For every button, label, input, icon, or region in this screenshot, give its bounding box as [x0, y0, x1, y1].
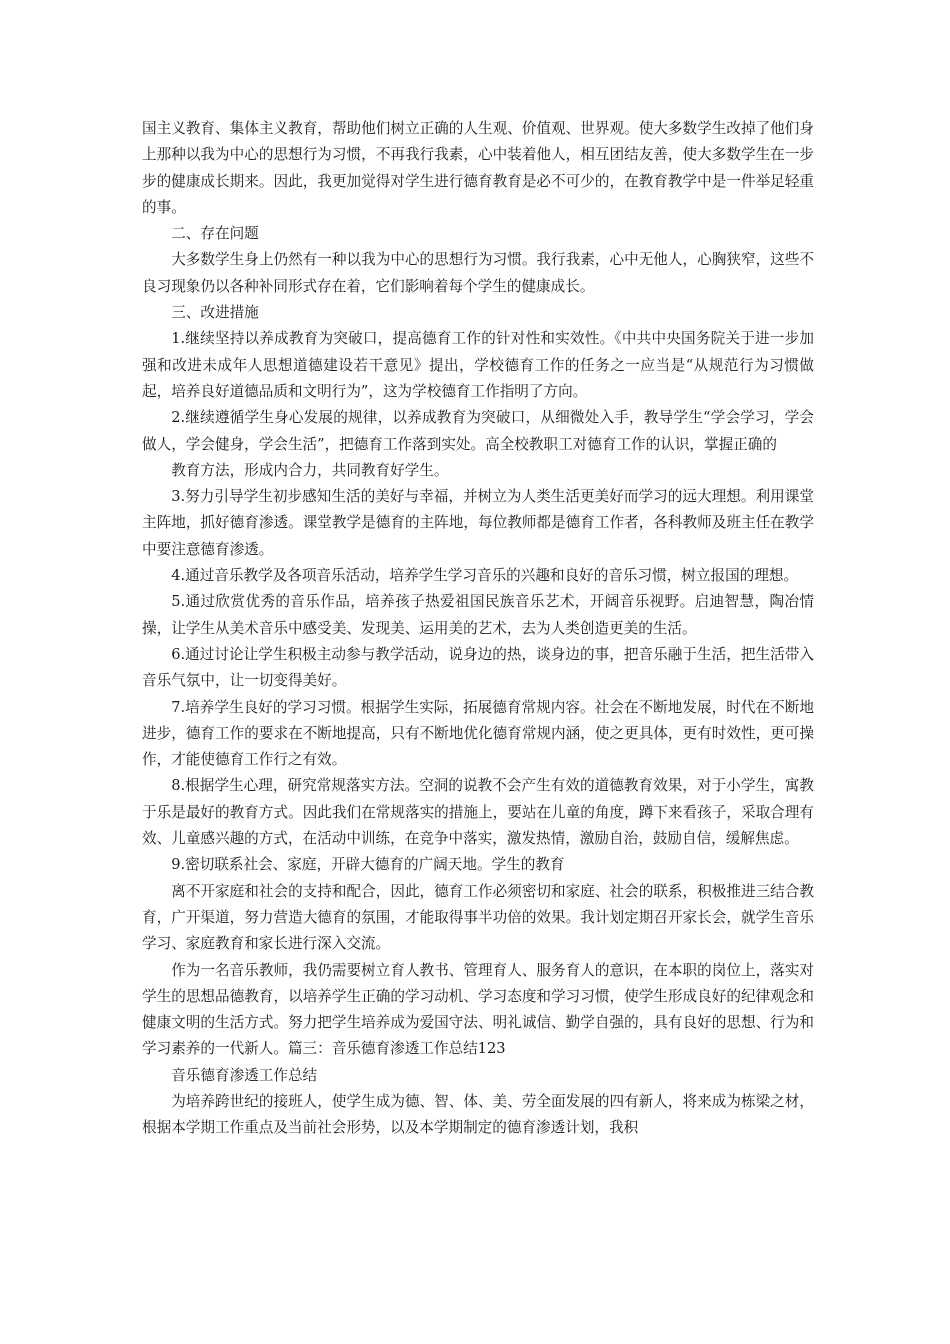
paragraph-summary-intro: 为培养跨世纪的接班人，使学生成为德、智、体、美、劳全面发展的四有新人，将来成为栋梁之材，根据本学期工作重点及当前社会形势，以及本学期制定的德育渗透计划，我积: [142, 1092, 814, 1137]
paragraph-measure-1: 1.继续坚持以养成教育为突破口，提高德育工作的针对性和实效性。《中共中央国务院关于进一步加强和改进未成年人思想道德建设若干意见》提出，学校德育工作的任务之一应当是“从规范行为习惯做起，培养良好道德品质和文明行为”，这为学校德育工作指明了方向。: [142, 330, 814, 400]
paragraph-measure-2-cont: 教育方法，形成内合力，共同教育好学生。: [171, 461, 449, 479]
heading-existing-problems: 二、存在问题: [171, 225, 259, 243]
paragraph-problems: 大多数学生身上仍然有一种以我为中心的思想行为习惯。我行我素，心中无他人，心胸狭窄，这些不良习现象仍以各种补同形式存在着，它们影响着每个学生的健康成长。: [142, 251, 814, 295]
paragraph-measure-9: 9.密切联系社会、家庭，开辟大德育的广阔天地。学生的教育: [171, 856, 565, 874]
paragraph-teacher-role: 作为一名音乐教师，我仍需要树立育人教书、管理育人、服务育人的意识，在本职的岗位上，落实对学生的思想品德教育，以培养学生正确的学习动机、学习态度和学习习惯，使学生形成良好的纪律观念和健康文明的生活方式。努力把学生培养成为爱国守法、明礼诚信、勤学自强的，具有良好的思想、行为和学习素养的一代新人。篇三：音乐德育渗透工作总结123: [142, 961, 814, 1058]
paragraph-measure-9-cont: 离不开家庭和社会的支持和配合，因此，德育工作必须密切和家庭、社会的联系，积极推进三结合教育，广开渠道，努力营造大德育的氛围，才能取得事半功倍的效果。我计划定期召开家长会，就学生音乐学习、家庭教育和家长进行深入交流。: [142, 882, 814, 953]
paragraph-measure-6: 6.通过讨论让学生积极主动参与教学活动，说身边的热，谈身边的事，把音乐融于生活，把生活带入音乐气氛中，让一切变得美好。: [142, 645, 814, 690]
paragraph-measure-4: 4.通过音乐教学及各项音乐活动，培养学生学习音乐的兴趣和良好的音乐习惯，树立报国的理想。: [171, 567, 799, 585]
paragraph-measure-5: 5.通过欣赏优秀的音乐作品，培养孩子热爱祖国民族音乐艺术，开阔音乐视野。启迪智慧，陶冶情操，让学生从美术音乐中感受美、发现美、运用美的艺术，去为人类创造更美的生活。: [142, 593, 814, 637]
heading-improvement-measures: 三、改进措施: [171, 304, 259, 322]
paragraph-measure-3: 3.努力引导学生初步感知生活的美好与幸福，并树立为人类生活更美好而学习的远大理想。利用课堂主阵地，抓好德育渗透。课堂教学是德育的主阵地，每位教师都是德育工作者，各科教师及班主任在教学中要注意德育渗透。: [142, 488, 814, 558]
paragraph-intro: 国主义教育、集体主义教育，帮助他们树立正确的人生观、价值观、世界观。使大多数学生改掉了他们身上那种以我为中心的思想行为习惯，不再我行我素，心中装着他人，相互团结友善，使大多数学生在一步步的健康成长期来。因此，我更加觉得对学生进行德育教育是必不可少的，在教育教学中是一件举足轻重的事。: [142, 120, 814, 216]
paragraph-measure-2: 2.继续遵循学生身心发展的规律，以养成教育为突破口，从细微处入手，教导学生“学会学习，学会做人，学会健身，学会生活”，把德育工作落到实处。高全校教职工对德育工作的认识，掌握正确的: [142, 409, 814, 453]
paragraph-measure-7: 7.培养学生良好的学习习惯。根据学生实际，拓展德育常规内容。社会在不断地发展，时代在不断地进步，德育工作的要求在不断地提高，只有不断地优化德育常规内涵，使之更具体，更有时效性，更可操作，才能使德育工作行之有效。: [142, 698, 814, 769]
section-title-summary: 音乐德育渗透工作总结: [171, 1066, 318, 1084]
paragraph-measure-8: 8.根据学生心理，研究常规落实方法。空洞的说教不会产生有效的道德教育效果，对于小学生，寓教于乐是最好的教育方式。因此我们在常规落实的措施上，要站在儿童的角度，蹲下来看孩子，采取合理有效、儿童感兴趣的方式，在活动中训练，在竞争中落实，激发热情，激励自治，鼓励自信，缓解焦虑。: [142, 777, 814, 848]
